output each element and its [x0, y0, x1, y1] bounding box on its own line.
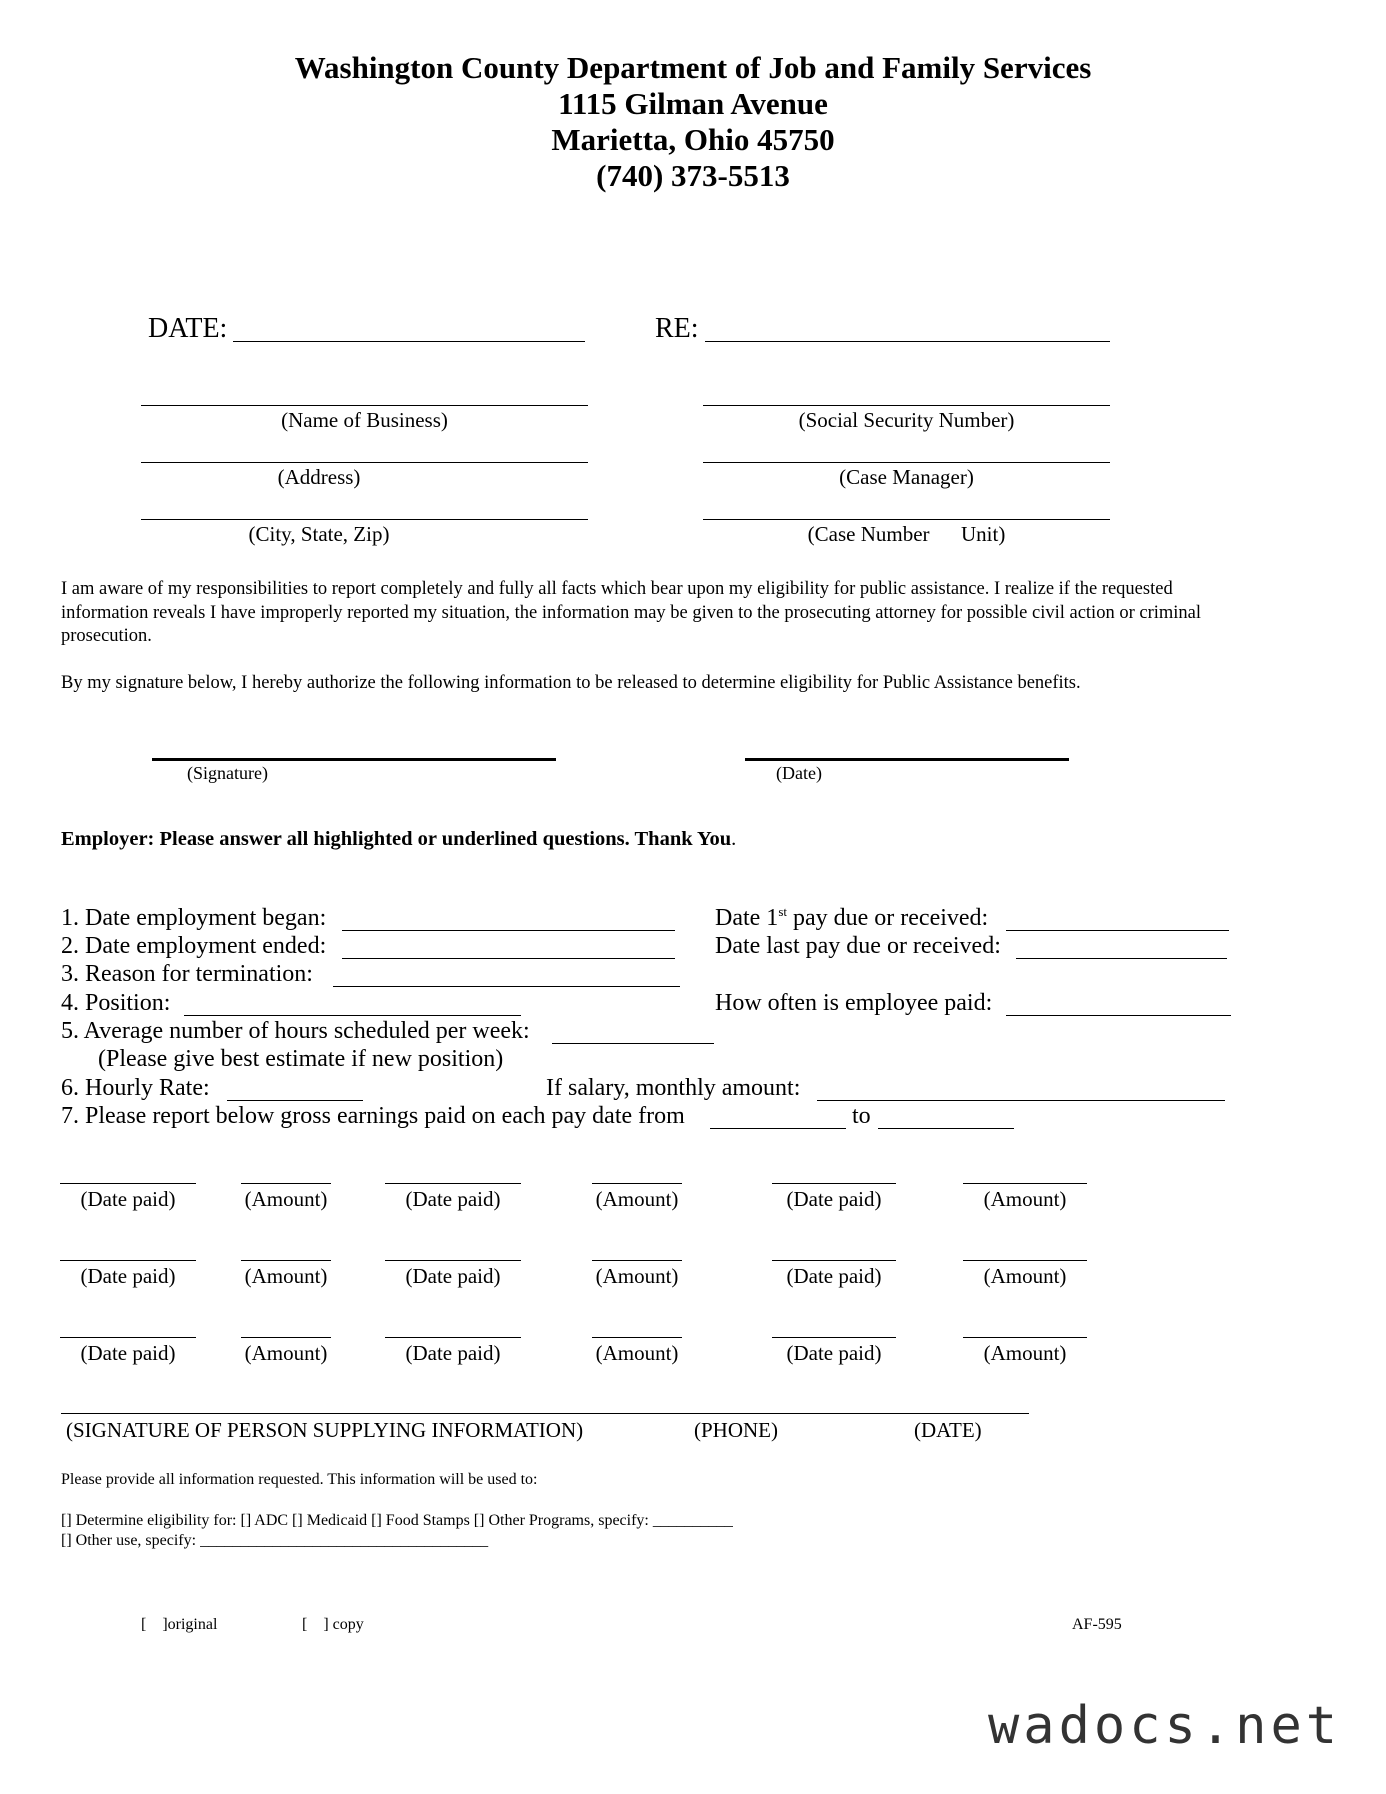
ssn-field[interactable] [703, 405, 1110, 406]
q2-label: 2. Date employment ended: [61, 933, 327, 959]
applicant-signature-label: (Signature) [187, 763, 268, 783]
agency-street: 1115 Gilman Avenue [558, 86, 828, 121]
termination-reason-field[interactable] [333, 986, 680, 987]
amount-label: (Amount) [244, 1341, 328, 1365]
date-paid-field[interactable] [385, 1337, 521, 1338]
amount-field[interactable] [241, 1260, 331, 1261]
q5-label: 5. Average number of hours scheduled per week: [61, 1018, 530, 1044]
amount-field[interactable] [241, 1183, 331, 1184]
position-field[interactable] [184, 1015, 521, 1016]
applicant-date-field[interactable] [745, 758, 1069, 761]
date-paid-label: (Date paid) [80, 1264, 176, 1288]
amount-field[interactable] [963, 1337, 1087, 1338]
amount-label: (Amount) [595, 1264, 679, 1288]
date-paid-label: (Date paid) [786, 1187, 882, 1211]
supplier-signature-field[interactable] [61, 1413, 1029, 1414]
case-manager-field[interactable] [703, 462, 1110, 463]
date-paid-label: (Date paid) [405, 1264, 501, 1288]
address-field[interactable] [141, 462, 588, 463]
amount-label: (Amount) [595, 1187, 679, 1211]
date-label: DATE: [148, 313, 228, 344]
date-paid-label: (Date paid) [786, 1341, 882, 1365]
date-field[interactable] [233, 341, 585, 342]
amount-label: (Amount) [595, 1341, 679, 1365]
pay-frequency-label: How often is employee paid: [715, 990, 993, 1016]
q5-note: (Please give best estimate if new position) [98, 1046, 504, 1072]
copy-checkbox[interactable]: [ ] copy [302, 1616, 364, 1633]
date-paid-field[interactable] [60, 1183, 196, 1184]
q1-right-label [715, 905, 988, 932]
case-manager-label: (Case Manager) [839, 465, 974, 489]
q7-label: 7. Please report below gross earnings paid on each pay date from [61, 1103, 685, 1129]
usage-intro: Please provide all information requested. This information will be used to: [61, 1471, 538, 1488]
amount-field[interactable] [592, 1183, 682, 1184]
watermark: wadocs.net [988, 1696, 1342, 1756]
pay-frequency-field[interactable] [1006, 1015, 1231, 1016]
date-paid-label: (Date paid) [80, 1187, 176, 1211]
q1-label: 1. Date employment began: [61, 905, 327, 931]
city-state-zip-label: (City, State, Zip) [248, 522, 390, 546]
amount-field[interactable] [592, 1337, 682, 1338]
ssn-label: (Social Security Number) [798, 408, 1015, 432]
date-paid-label: (Date paid) [786, 1264, 882, 1288]
date-paid-label: (Date paid) [405, 1187, 501, 1211]
q4-label: 4. Position: [61, 990, 171, 1016]
date-paid-label: (Date paid) [80, 1341, 176, 1365]
usage-eligibility-line: [] Determine eligibility for: [] ADC [] Medicaid [] Food Stamps [] Other Programs, specify: __________ [61, 1512, 733, 1529]
agency-name: Washington County Department of Job and Family Services [294, 50, 1092, 85]
amount-label: (Amount) [983, 1341, 1067, 1365]
agency-phone: (740) 373-5513 [596, 158, 790, 193]
q3-label: 3. Reason for termination: [61, 961, 313, 987]
employment-began-field[interactable] [342, 930, 675, 931]
first-pay-field[interactable] [1006, 930, 1229, 931]
date-paid-field[interactable] [772, 1337, 896, 1338]
responsibility-statement: I am aware of my responsibilities to report completely and fully all facts which bear upon my eligibility for public assistance. I realize if the requested information reveals I have improperly reported my situation, the information may be given to the prosecuting attorney for possible civil action or criminal prosecution. [61, 579, 1201, 646]
first-pay-label-b: pay due or received: [786, 905, 989, 931]
monthly-salary-label: If salary, monthly amount: [546, 1075, 801, 1101]
form-id: AF-595 [1072, 1616, 1122, 1633]
first-pay-label-a: Date 1 [715, 905, 779, 931]
date-paid-field[interactable] [60, 1260, 196, 1261]
hourly-rate-field[interactable] [227, 1100, 363, 1101]
amount-field[interactable] [241, 1337, 331, 1338]
employer-instructions-period: . [731, 828, 737, 850]
supplier-signature-label: (SIGNATURE OF PERSON SUPPLYING INFORMATION) [66, 1418, 584, 1442]
case-number-label: (Case Number Unit) [807, 522, 1006, 546]
supplier-phone-label: (PHONE) [694, 1418, 778, 1442]
employer-instructions [61, 828, 736, 851]
applicant-date-label: (Date) [776, 763, 822, 783]
re-field[interactable] [705, 341, 1110, 342]
date-paid-field[interactable] [385, 1183, 521, 1184]
business-name-label: (Name of Business) [281, 408, 448, 432]
first-pay-label-sup: st [778, 904, 787, 919]
date-paid-label: (Date paid) [405, 1341, 501, 1365]
last-pay-label: Date last pay due or received: [715, 933, 1001, 959]
amount-field[interactable] [963, 1183, 1087, 1184]
authorization-statement: By my signature below, I hereby authorize the following information to be released to determine eligibility for Public Assistance benefits. [61, 673, 1081, 693]
amount-label: (Amount) [244, 1187, 328, 1211]
usage-other-line: [] Other use, specify: ____________________________________ [61, 1532, 489, 1549]
monthly-salary-field[interactable] [817, 1100, 1225, 1101]
date-paid-field[interactable] [772, 1183, 896, 1184]
agency-header [0, 50, 1386, 194]
applicant-signature-field[interactable] [152, 758, 556, 761]
amount-field[interactable] [963, 1260, 1087, 1261]
original-checkbox[interactable]: [ ]original [141, 1616, 218, 1633]
amount-label: (Amount) [244, 1264, 328, 1288]
pay-range-from-field[interactable] [710, 1128, 846, 1129]
date-paid-field[interactable] [385, 1260, 521, 1261]
address-label: (Address) [277, 465, 361, 489]
agency-city: Marietta, Ohio 45750 [551, 122, 835, 157]
employer-instructions-text: Employer: Please answer all highlighted or underlined questions. Thank You [61, 828, 732, 850]
amount-field[interactable] [592, 1260, 682, 1261]
pay-range-to-label: to [852, 1103, 871, 1129]
pay-range-to-field[interactable] [878, 1128, 1014, 1129]
date-paid-field[interactable] [772, 1260, 896, 1261]
date-paid-field[interactable] [60, 1337, 196, 1338]
q6-label: 6. Hourly Rate: [61, 1075, 210, 1101]
last-pay-field[interactable] [1016, 958, 1227, 959]
supplier-date-label: (DATE) [914, 1418, 982, 1442]
hours-per-week-field[interactable] [552, 1043, 714, 1044]
city-state-zip-field[interactable] [141, 519, 588, 520]
case-number-field[interactable] [703, 519, 1110, 520]
business-name-field[interactable] [141, 405, 588, 406]
amount-label: (Amount) [983, 1187, 1067, 1211]
amount-label: (Amount) [983, 1264, 1067, 1288]
employment-ended-field[interactable] [342, 958, 675, 959]
re-label: RE: [655, 313, 699, 344]
